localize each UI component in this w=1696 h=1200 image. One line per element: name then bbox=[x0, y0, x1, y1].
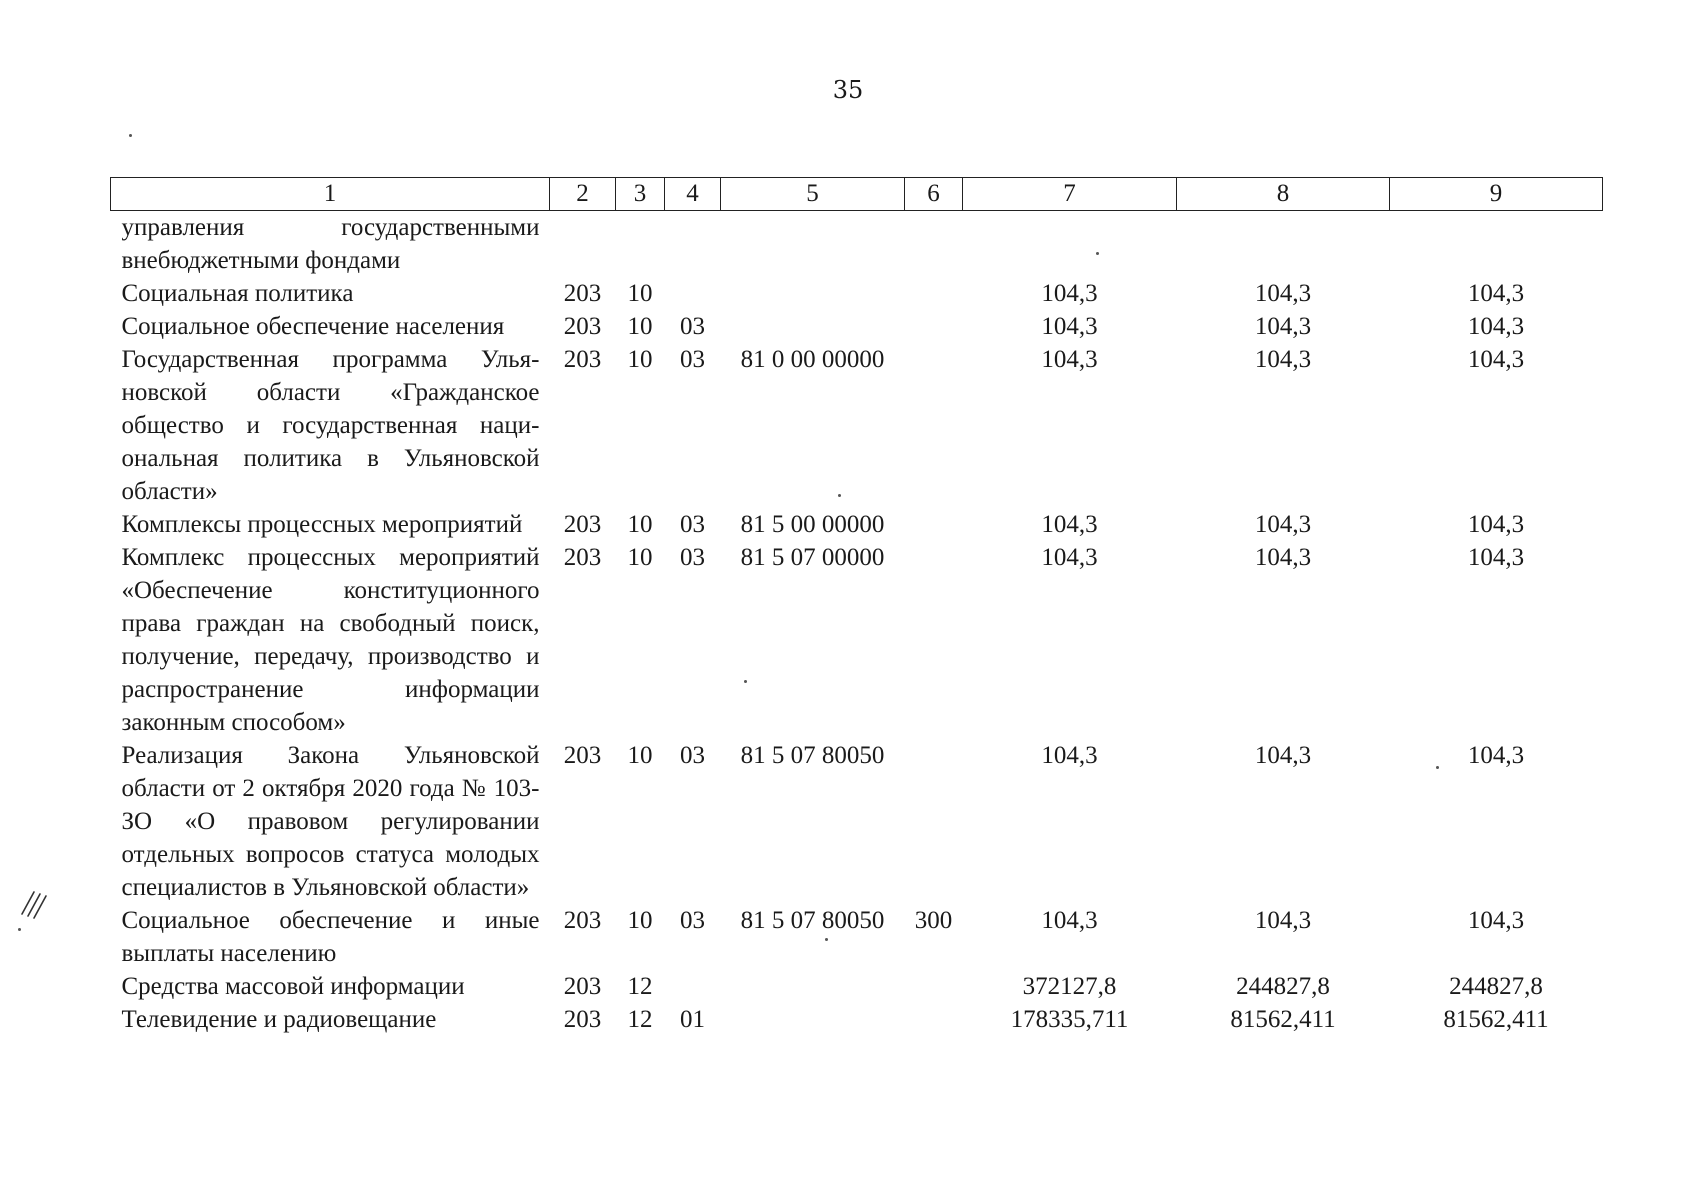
row-subsection-code: 03 bbox=[680, 544, 705, 571]
row-name: Телевидение и радиовещание bbox=[121, 1006, 437, 1033]
row-amount-7: 372127,8 bbox=[1022, 973, 1117, 1000]
header-col-8: 8 bbox=[1177, 178, 1390, 211]
row-expense-type: 300 bbox=[914, 907, 953, 934]
row-amount-7: 104,3 bbox=[1041, 544, 1098, 571]
row-subsection-code: 03 bbox=[680, 346, 705, 373]
row-section-code: 10 bbox=[627, 544, 653, 571]
page-number: 35 bbox=[832, 76, 864, 104]
row-subsection-code bbox=[665, 970, 721, 1003]
row-amount-9: 104,3 bbox=[1467, 313, 1525, 340]
row-subsection-code: 03 bbox=[680, 907, 705, 934]
budget-table bbox=[110, 177, 1603, 1036]
table-row bbox=[111, 343, 1603, 508]
row-ministry-code: 203 bbox=[563, 346, 602, 373]
row-subsection-code bbox=[665, 277, 721, 310]
row-name: Комплекс процессных мероприятий «Обеспечение конституционного права граждан на свободный поиск, получение, передачу, производство и распространение информации законным способом» bbox=[121, 544, 540, 736]
row-amount-8: 104,3 bbox=[1254, 313, 1312, 340]
row-ministry-code: 203 bbox=[563, 544, 602, 571]
row-section-code bbox=[616, 211, 665, 278]
row-amount-8: 81562,411 bbox=[1230, 1006, 1336, 1033]
row-amount-7: 104,3 bbox=[1041, 280, 1098, 307]
row-expense-type bbox=[905, 541, 963, 739]
row-amount-9: 104,3 bbox=[1467, 346, 1525, 373]
row-amount-9: 244827,8 bbox=[1449, 973, 1543, 1000]
row-subsection-code: 03 bbox=[680, 742, 705, 769]
header-col-1: 1 bbox=[111, 178, 550, 211]
row-name: управления государственными внебюджетными фондами bbox=[121, 214, 540, 274]
row-section-code: 10 bbox=[627, 346, 653, 373]
table-row bbox=[111, 211, 1603, 278]
row-amount-8: 244827,8 bbox=[1236, 973, 1330, 1000]
row-expense-type bbox=[905, 343, 963, 508]
header-col-4: 4 bbox=[665, 178, 721, 211]
row-amount-8: 104,3 bbox=[1254, 544, 1312, 571]
handwritten-margin-mark bbox=[18, 884, 52, 924]
row-amount-8: 104,3 bbox=[1254, 742, 1312, 769]
row-expense-type bbox=[905, 211, 963, 278]
row-amount-9: 104,3 bbox=[1467, 544, 1525, 571]
row-section-code: 12 bbox=[627, 973, 653, 1000]
row-amount-7: 104,3 bbox=[1041, 907, 1098, 934]
scan-speck bbox=[744, 680, 747, 683]
row-target-code bbox=[721, 310, 905, 343]
row-ministry-code: 203 bbox=[563, 1006, 602, 1033]
row-amount-7: 104,3 bbox=[1041, 511, 1098, 538]
header-col-9: 9 bbox=[1390, 178, 1603, 211]
row-target-code bbox=[721, 211, 905, 278]
header-col-5: 5 bbox=[721, 178, 905, 211]
table-row bbox=[111, 541, 1603, 739]
row-amount-8: 104,3 bbox=[1254, 907, 1312, 934]
table-row bbox=[111, 1003, 1603, 1036]
scan-speck bbox=[1096, 252, 1099, 255]
header-col-2: 2 bbox=[550, 178, 616, 211]
row-target-code bbox=[721, 1003, 905, 1036]
row-target-code bbox=[721, 277, 905, 310]
header-col-6: 6 bbox=[905, 178, 963, 211]
table-row bbox=[111, 508, 1603, 541]
row-name: Социальное обеспечение населения bbox=[121, 313, 505, 340]
row-ministry-code: 203 bbox=[563, 313, 602, 340]
row-amount-9: 104,3 bbox=[1467, 280, 1525, 307]
row-amount-7: 104,3 bbox=[1041, 742, 1098, 769]
row-name: Комплексы процессных мероприятий bbox=[121, 511, 523, 538]
row-name: Средства массовой информации bbox=[121, 973, 465, 1000]
row-expense-type bbox=[905, 277, 963, 310]
row-amount-7: 178335,711 bbox=[1010, 1006, 1129, 1033]
row-expense-type bbox=[905, 739, 963, 904]
row-expense-type bbox=[905, 508, 963, 541]
row-amount-8: 104,3 bbox=[1254, 511, 1312, 538]
row-target-code: 81 5 07 80050 bbox=[740, 742, 885, 769]
row-target-code: 81 5 07 00000 bbox=[740, 544, 885, 571]
row-ministry-code: 203 bbox=[563, 742, 602, 769]
row-amount-9 bbox=[1390, 211, 1603, 278]
row-amount-8: 104,3 bbox=[1254, 346, 1312, 373]
row-section-code: 10 bbox=[627, 742, 653, 769]
row-amount-9: 104,3 bbox=[1467, 511, 1525, 538]
row-ministry-code: 203 bbox=[563, 973, 602, 1000]
row-target-code bbox=[721, 970, 905, 1003]
row-amount-7: 104,3 bbox=[1041, 346, 1098, 373]
row-subsection-code bbox=[665, 211, 721, 278]
row-subsection-code: 03 bbox=[680, 313, 705, 340]
row-target-code: 81 5 07 80050 bbox=[740, 907, 885, 934]
row-amount-8 bbox=[1177, 211, 1390, 278]
row-ministry-code: 203 bbox=[563, 280, 602, 307]
row-section-code: 12 bbox=[627, 1006, 653, 1033]
row-ministry-code bbox=[550, 211, 616, 278]
row-ministry-code: 203 bbox=[563, 511, 602, 538]
scan-speck bbox=[1436, 766, 1439, 769]
row-name: Реализация Закона Ульяновской области от 2 октября 2020 года № 103-ЗО «О правовом регулировании отдельных вопросов статуса молодых специалистов в Ульяновской области» bbox=[121, 742, 540, 901]
scan-speck bbox=[18, 928, 21, 931]
row-amount-7 bbox=[963, 211, 1177, 278]
row-expense-type bbox=[905, 310, 963, 343]
table-row bbox=[111, 739, 1603, 904]
row-name: Социальная политика bbox=[121, 280, 354, 307]
scan-speck bbox=[825, 938, 828, 941]
table-row bbox=[111, 277, 1603, 310]
row-target-code: 81 0 00 00000 bbox=[740, 346, 885, 373]
header-row bbox=[111, 178, 1603, 211]
row-section-code: 10 bbox=[627, 280, 653, 307]
row-subsection-code: 03 bbox=[680, 511, 705, 538]
row-section-code: 10 bbox=[627, 907, 653, 934]
table-row bbox=[111, 904, 1603, 970]
row-name: Государственная программа Ульяновской области «Гражданское общество и государственная национальная политика в Ульяновской области» bbox=[121, 346, 540, 505]
row-section-code: 10 bbox=[627, 313, 653, 340]
row-amount-9: 104,3 bbox=[1467, 907, 1525, 934]
scan-speck bbox=[129, 134, 132, 137]
row-target-code: 81 5 00 00000 bbox=[740, 511, 885, 538]
row-section-code: 10 bbox=[627, 511, 653, 538]
row-subsection-code: 01 bbox=[680, 1006, 705, 1033]
row-amount-8: 104,3 bbox=[1254, 280, 1312, 307]
table-row bbox=[111, 970, 1603, 1003]
row-ministry-code: 203 bbox=[563, 907, 602, 934]
header-col-3: 3 bbox=[616, 178, 665, 211]
budget-table-container bbox=[110, 177, 1602, 1036]
row-expense-type bbox=[905, 970, 963, 1003]
scan-speck bbox=[838, 494, 841, 497]
row-amount-7: 104,3 bbox=[1041, 313, 1098, 340]
table-header bbox=[111, 178, 1603, 211]
row-name: Социальное обеспечение и иные выплаты населению bbox=[121, 907, 540, 967]
table-body bbox=[111, 211, 1603, 1037]
row-amount-9: 104,3 bbox=[1467, 742, 1525, 769]
table-row bbox=[111, 310, 1603, 343]
header-col-7: 7 bbox=[963, 178, 1177, 211]
row-amount-9: 81562,411 bbox=[1443, 1006, 1549, 1033]
row-expense-type bbox=[905, 1003, 963, 1036]
